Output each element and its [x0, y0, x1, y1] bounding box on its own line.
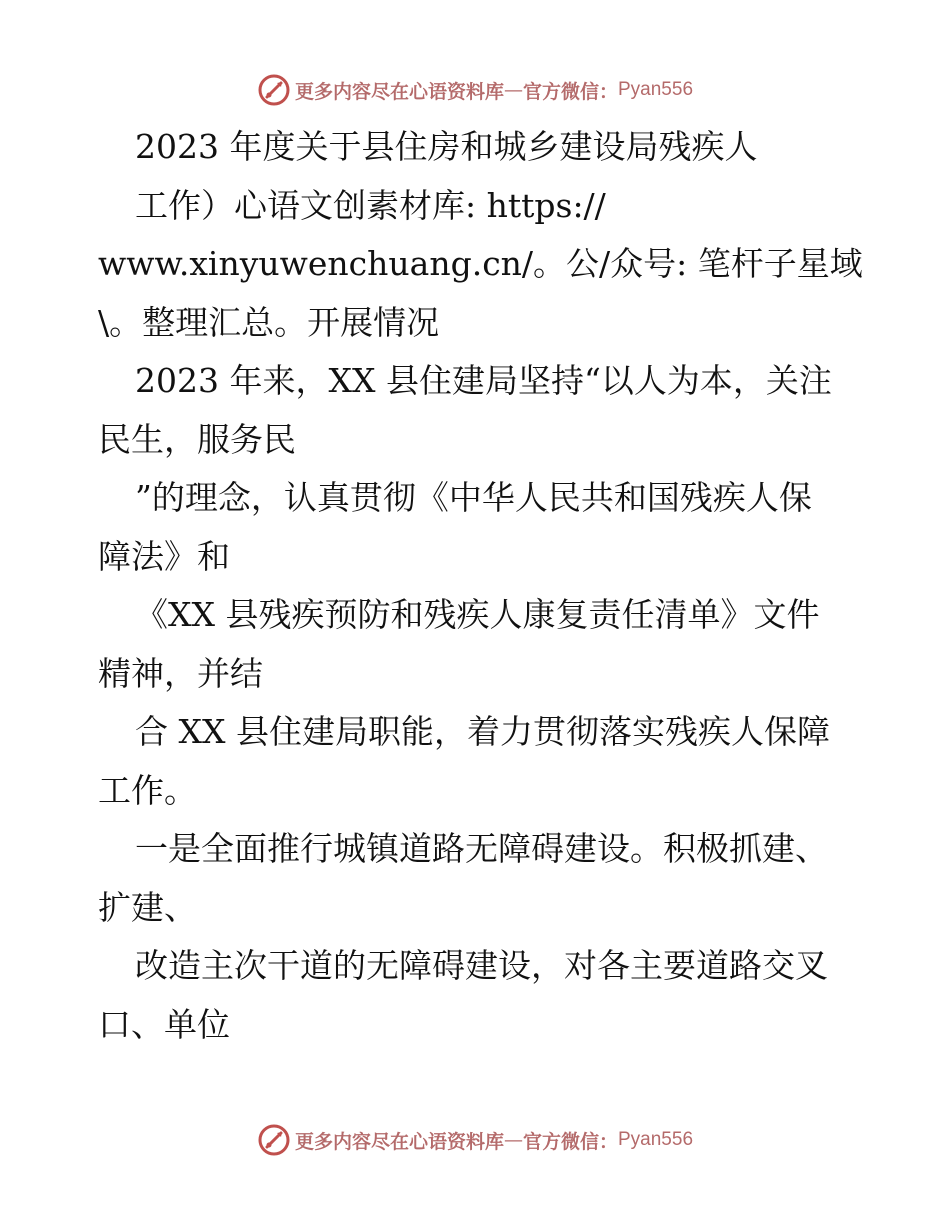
banner-dash: —: [503, 79, 523, 101]
document-line: www.xinyuwenchuang.cn/。公/众号: 笔杆子星域: [98, 244, 863, 283]
document-line: 工作。: [98, 770, 197, 810]
banner-main-text: 更多内容尽在心语资料库: [294, 80, 504, 103]
document-line: 合 XX 县住建局职能，着力贯彻落实残疾人保障: [135, 712, 830, 751]
footer-banner: [0, 1120, 950, 1160]
banner-wechat-label: 官方微信：: [522, 80, 618, 103]
document-line: 改造主次干道的无障碍建设，对各主要道路交叉: [135, 946, 828, 985]
document-line: 《XX 县残疾预防和残疾人康复责任清单》文件: [135, 595, 820, 634]
document-line: 障法》和: [98, 536, 230, 576]
document-body: [98, 118, 863, 1054]
banner-main-text: 更多内容尽在心语资料库: [294, 1130, 504, 1153]
brand-logo-icon: [257, 1123, 291, 1157]
banner-wechat-id: Pyan556: [618, 79, 694, 100]
document-line: 民生，服务民: [98, 419, 296, 459]
document-line: ”的理念，认真贯彻《中华人民共和国残疾人保: [135, 478, 812, 517]
document-line: 精神，并结: [98, 653, 263, 693]
header-banner: [0, 70, 950, 110]
document-line: \。整理汇总。开展情况: [98, 302, 440, 342]
banner-wechat-label: 官方微信：: [522, 1130, 618, 1153]
banner-wechat-id: Pyan556: [618, 1129, 694, 1150]
brand-logo-icon: [257, 73, 291, 107]
document-line: 口、单位: [98, 1004, 230, 1044]
document-line: 2023 年来，XX 县住建局坚持“以人为本，关注: [135, 361, 832, 400]
document-line: 一是全面推行城镇道路无障碍建设。积极抓建、: [135, 829, 828, 868]
document-line: 工作）心语文创素材库: https://: [135, 185, 606, 225]
document-line: 2023 年度关于县住房和城乡建设局残疾人: [135, 127, 758, 166]
document-line: 扩建、: [98, 887, 197, 927]
banner-dash: —: [503, 1129, 523, 1151]
